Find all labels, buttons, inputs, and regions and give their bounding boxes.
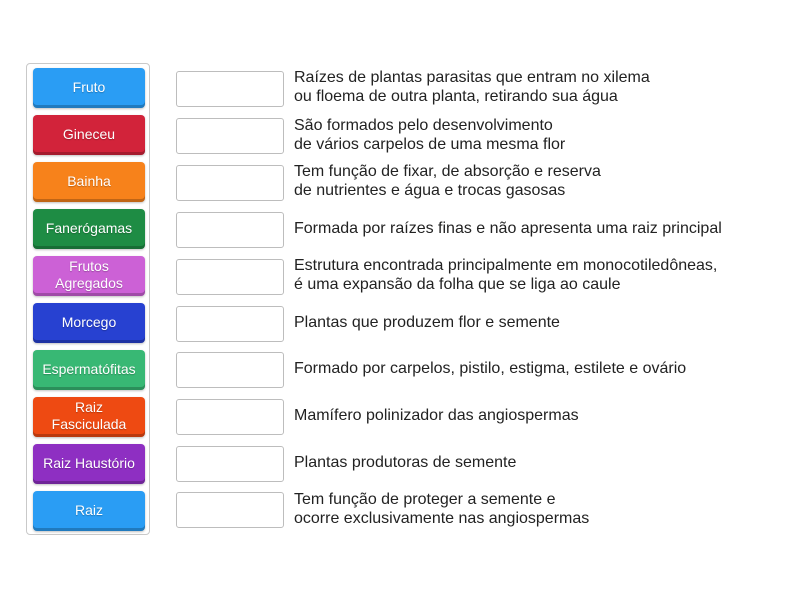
tile-raiz-haustorio[interactable]: Raiz Haustório <box>33 444 145 484</box>
drop-box-10[interactable] <box>176 492 284 528</box>
tile-raiz[interactable]: Raiz <box>33 491 145 531</box>
tile-panel <box>26 63 150 535</box>
clue-text-4: Formada por raízes finas e não apresenta uma raiz principal <box>294 220 722 237</box>
drop-box-9[interactable] <box>176 446 284 482</box>
tile-fruto[interactable]: Fruto <box>33 68 145 108</box>
drop-box-3[interactable] <box>176 165 284 201</box>
drop-box-1[interactable] <box>176 71 284 107</box>
clue-text-1: Raízes de plantas parasitas que entram no xilema ou floema de outra planta, retirando sua água <box>294 69 650 105</box>
tile-fanerogamas[interactable]: Fanerógamas <box>33 209 145 249</box>
clue-text-7: Formado por carpelos, pistilo, estigma, estilete e ovário <box>294 360 687 377</box>
tile-raiz-fasciculada[interactable]: Raiz Fasciculada <box>33 397 145 437</box>
drop-box-4[interactable] <box>176 212 284 248</box>
tile-gineceu[interactable]: Gineceu <box>33 115 145 155</box>
drop-box-8[interactable] <box>176 399 284 435</box>
drop-box-6[interactable] <box>176 306 284 342</box>
drop-box-2[interactable] <box>176 118 284 154</box>
drop-box-5[interactable] <box>176 259 284 295</box>
tile-espermatofitas[interactable]: Espermatófitas <box>33 350 145 390</box>
clue-text-9: Plantas produtoras de semente <box>294 454 517 471</box>
clue-text-10: Tem função de proteger a semente e ocorre exclusivamente nas angiospermas <box>294 491 590 527</box>
clue-text-3: Tem função de fixar, de absorção e reserva de nutrientes e água e trocas gasosas <box>294 163 601 199</box>
drop-box-7[interactable] <box>176 352 284 388</box>
tile-bainha[interactable]: Bainha <box>33 162 145 202</box>
clue-text-5: Estrutura encontrada principalmente em monocotiledôneas, é uma expansão da folha que se liga ao caule <box>294 257 718 293</box>
tile-morcego[interactable]: Morcego <box>33 303 145 343</box>
clue-text-8: Mamífero polinizador das angiospermas <box>294 407 579 424</box>
clue-text-6: Plantas que produzem flor e semente <box>294 314 560 331</box>
tile-frutos-agregados[interactable]: Frutos Agregados <box>33 256 145 296</box>
clue-text-2: São formados pelo desenvolvimento de vários carpelos de uma mesma flor <box>294 117 566 153</box>
